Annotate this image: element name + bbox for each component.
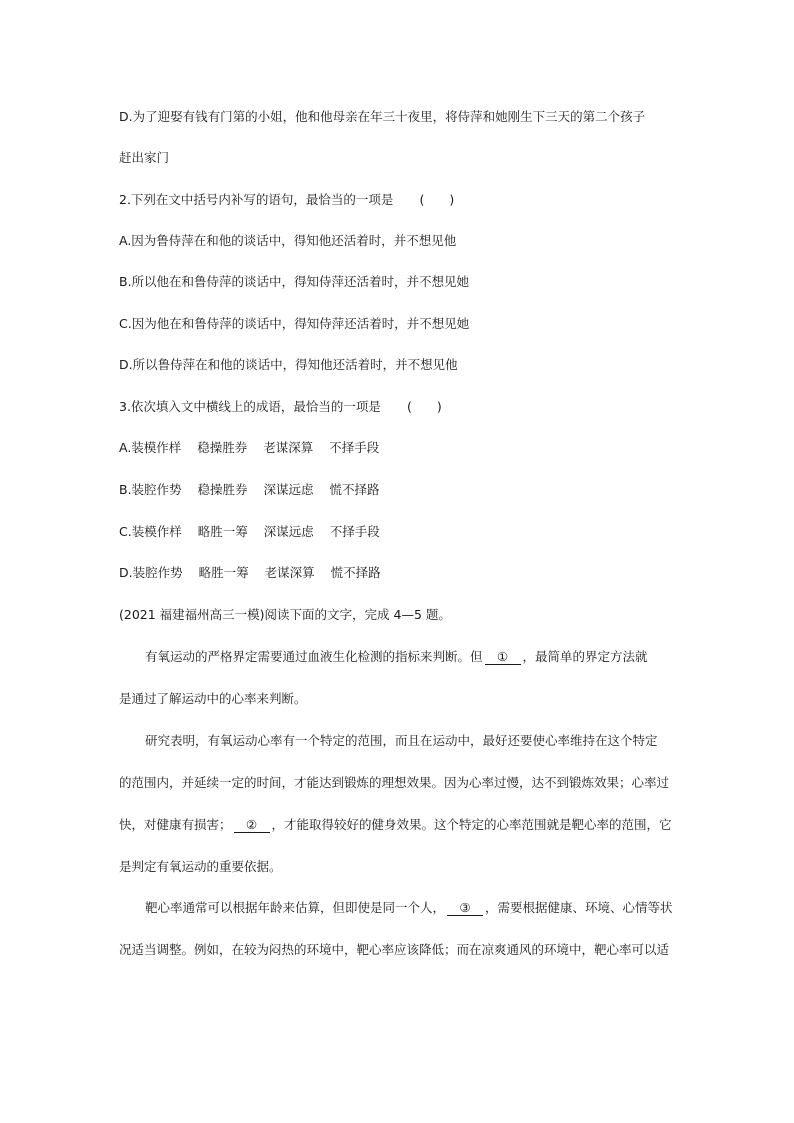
q3-stem bbox=[119, 399, 442, 415]
passage-p1-line1 bbox=[145, 649, 648, 665]
blank-1: ① bbox=[485, 650, 521, 665]
idiom: 慌不择路 bbox=[330, 565, 381, 580]
q3-option-c bbox=[119, 524, 380, 540]
idiom: 不择手段 bbox=[329, 440, 380, 455]
idiom: 老谋深算 bbox=[264, 565, 315, 580]
idiom: 略胜一筹 bbox=[198, 565, 249, 580]
idiom: 深谋远虑 bbox=[263, 482, 314, 497]
idiom: 稳操胜券 bbox=[197, 440, 248, 455]
q2-option-b: B.所以他在和鲁侍萍的谈话中，得知侍萍还活着时，并不想见她 bbox=[119, 274, 470, 289]
q2-answer-bracket: ( ) bbox=[419, 192, 455, 207]
idiom: 略胜一筹 bbox=[197, 524, 248, 539]
passage-p2-line1: 研究表明，有氧运动心率有一个特定的范围，而且在运动中，最好还要使心率维持在这个特定 bbox=[145, 733, 658, 748]
text: 快，对健康有损害； bbox=[119, 817, 232, 832]
q2-stem bbox=[119, 192, 454, 208]
idiom: 老谋深算 bbox=[263, 440, 314, 455]
idiom: D.装腔作势 bbox=[119, 565, 183, 580]
text: 有氧运动的严格界定需要通过血液生化检测的指标来判断。但 bbox=[145, 649, 483, 664]
passage-p2-line2: 的范围内，并延续一定的时间，才能达到锻炼的理想效果。因为心率过慢，达不到锻炼效果；心率过 bbox=[119, 775, 670, 790]
idiom: 稳操胜券 bbox=[197, 482, 248, 497]
text: ，最简单的界定方法就 bbox=[522, 649, 648, 664]
q2-option-d: D.所以鲁侍萍在和他的谈话中，得知他还活着时，并不想见他 bbox=[119, 357, 458, 372]
blank-3: ③ bbox=[447, 901, 483, 916]
text: ，需要根据健康、环境、心情等状 bbox=[485, 900, 673, 915]
q3-answer-bracket: ( ) bbox=[406, 399, 442, 414]
q3-stem-text: 3.依次填入文中横线上的成语，最恰当的一项是 bbox=[119, 399, 381, 414]
idiom: C.装模作样 bbox=[119, 524, 182, 539]
text: 靶心率通常可以根据年龄来估算，但即使是同一个人， bbox=[145, 900, 446, 915]
q3-option-b bbox=[119, 482, 380, 498]
idiom: A.装模作样 bbox=[119, 440, 182, 455]
idiom: B.装腔作势 bbox=[119, 482, 182, 497]
passage-p2-line3 bbox=[119, 817, 672, 833]
q1-option-d-line1: D.为了迎娶有钱有门第的小姐，他和他母亲在年三十夜里，将侍萍和她刚生下三天的第二个孩子 bbox=[119, 109, 646, 124]
passage-p1-line2: 是通过了解运动中的心率来判断。 bbox=[119, 691, 307, 706]
q2-option-c: C.因为他在和鲁侍萍的谈话中，得知侍萍还活着时，并不想见她 bbox=[119, 316, 470, 331]
q3-option-d bbox=[119, 565, 381, 581]
idiom: 慌不择路 bbox=[329, 482, 380, 497]
passage-p2-line4: 是判定有氧运动的重要依据。 bbox=[119, 859, 282, 874]
passage-p3-line1 bbox=[145, 900, 673, 916]
passage-p3-line2: 况适当调整。例如，在较为闷热的环境中，靶心率应该降低；而在凉爽通风的环境中，靶心率可以适 bbox=[119, 942, 670, 957]
q2-option-a: A.因为鲁侍萍在和他的谈话中，得知他还活着时，并不想见他 bbox=[119, 233, 457, 248]
idiom: 不择手段 bbox=[329, 524, 380, 539]
q1-option-d-line2: 赶出家门 bbox=[119, 150, 170, 165]
q2-stem-text: 2.下列在文中括号内补写的语句，最恰当的一项是 bbox=[119, 192, 394, 207]
blank-2: ② bbox=[234, 818, 270, 833]
idiom: 深谋远虑 bbox=[263, 524, 314, 539]
text: ，才能取得较好的健身效果。这个特定的心率范围就是靶心率的范围，它 bbox=[271, 817, 672, 832]
q3-option-a bbox=[119, 440, 379, 456]
passage-source: (2021 福建福州高三一模)阅读下面的文字，完成 4—5 题。 bbox=[119, 607, 451, 622]
